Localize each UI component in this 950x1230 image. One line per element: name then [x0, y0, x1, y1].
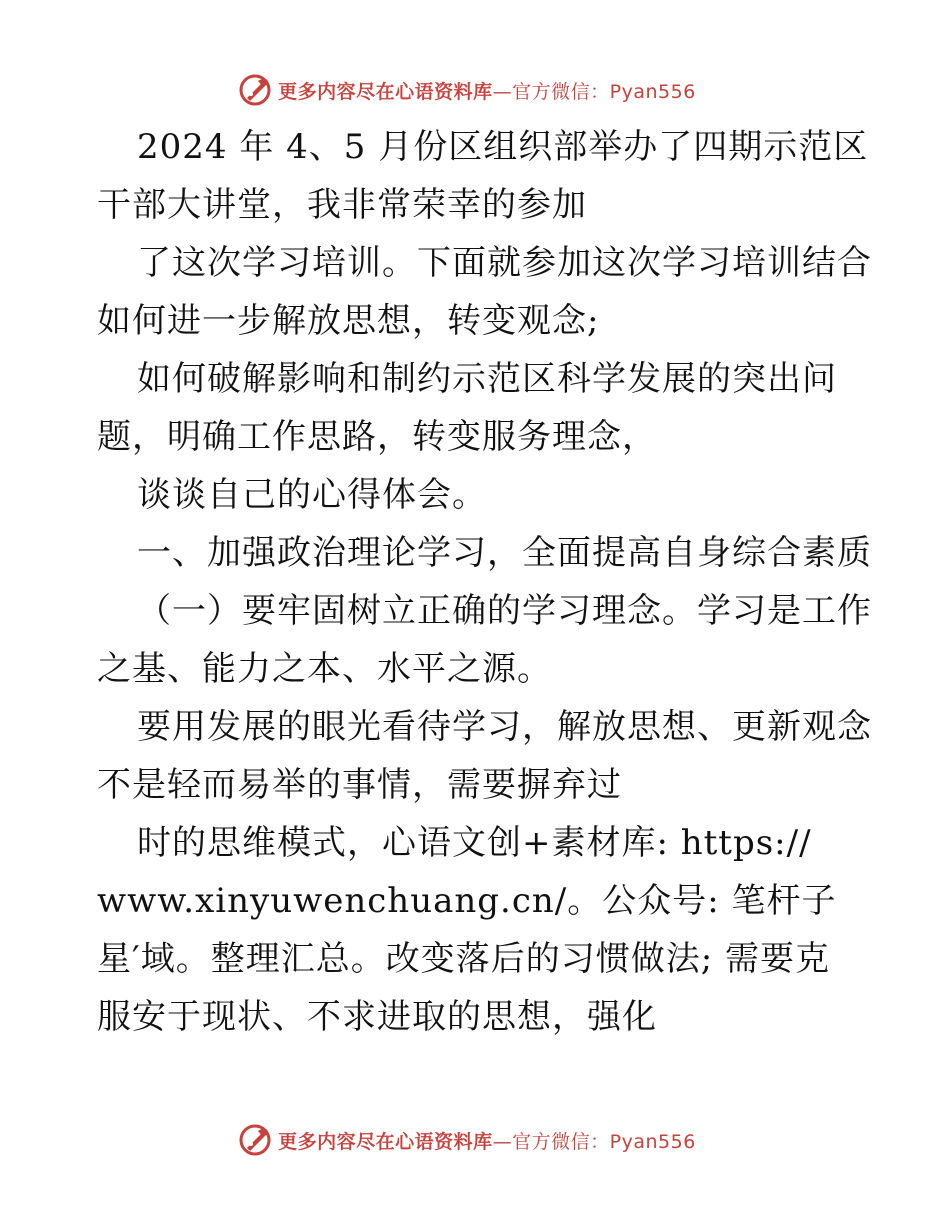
body-line: 之基、能力之本、水平之源。 — [97, 649, 552, 689]
footer-banner-sub: —官方微信：Pyan556 — [492, 1130, 696, 1153]
footer-banner-inner — [238, 1123, 696, 1157]
body-text — [97, 118, 872, 1046]
header-banner-main: 更多内容尽在心语资料库 — [278, 80, 493, 103]
body-line: 不是轻而易举的事情，需要摒弃过 — [97, 765, 622, 805]
quill-logo-icon — [238, 73, 272, 107]
footer-banner — [0, 1120, 950, 1160]
body-line: （一）要牢固树立正确的学习理念。学习是工作 — [137, 591, 872, 631]
body-line: 2024 年 4、5 月份区组织部举办了四期示范区 — [137, 127, 869, 167]
body-line: 干部大讲堂，我非常荣幸的参加 — [97, 185, 587, 225]
body-line: 谈谈自己的心得体会。 — [137, 475, 487, 515]
header-banner-sub: —官方微信：Pyan556 — [492, 80, 696, 103]
body-line: 了这次学习培训。下面就参加这次学习培训结合 — [137, 243, 872, 283]
header-banner — [0, 70, 950, 110]
body-line: 时的思维模式，心语文创+素材库: https:// — [137, 823, 812, 863]
body-line: www.xinyuwenchuang.cn/。公众号: 笔杆子 — [97, 881, 837, 921]
footer-banner-text — [278, 1127, 696, 1154]
body-line: 服安于现状、不求进取的思想，强化 — [97, 997, 657, 1037]
body-line: 如何进一步解放思想，转变观念; — [97, 301, 600, 341]
header-banner-text — [278, 77, 696, 104]
footer-banner-main: 更多内容尽在心语资料库 — [278, 1130, 493, 1153]
header-banner-inner — [238, 73, 696, 107]
body-line: 题，明确工作思路，转变服务理念， — [97, 417, 657, 457]
body-line: 如何破解影响和制约示范区科学发展的突出问 — [137, 359, 837, 399]
quill-logo-icon — [238, 1123, 272, 1157]
body-line: 一、加强政治理论学习，全面提高自身综合素质 — [137, 533, 872, 573]
body-line: 要用发展的眼光看待学习，解放思想、更新观念 — [137, 707, 872, 747]
body-line: 星′域。整理汇总。改变落后的习惯做法; 需要克 — [97, 939, 830, 979]
